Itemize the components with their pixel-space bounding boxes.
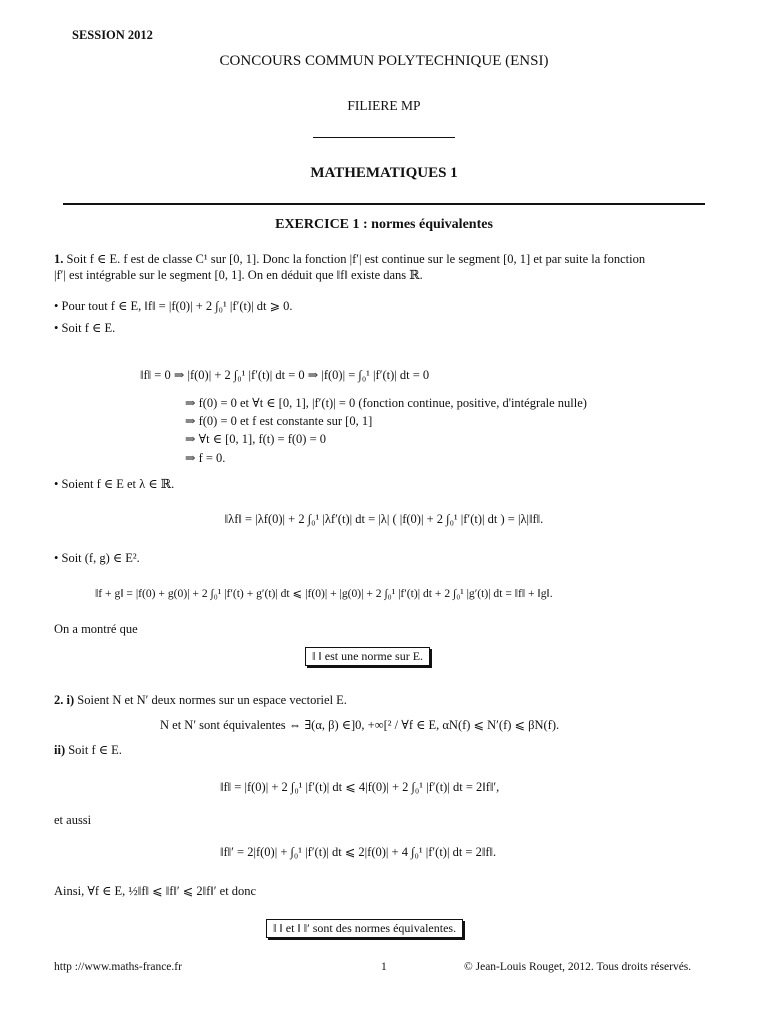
q1-equation-b: ⇒ f(0) = 0 et ∀t ∈ [0, 1], |f′(t)| = 0 (fonction continue, positive, d'intégrale nulle)	[185, 396, 587, 410]
q2-part-ii-text: Soit f ∈ E.	[68, 743, 122, 757]
q2-et-aussi: et aussi	[54, 813, 92, 827]
q1-conclusion-intro: On a montré que	[54, 622, 138, 636]
q1-equation-lambda: ‖λf‖ = |λf(0)| + 2 ∫₀¹ |λf′(t)| dt = |λ| ( |f(0)| + 2 ∫₀¹ |f′(t)| dt ) = |λ|‖f‖.	[224, 512, 544, 526]
q1-line2: |f′| est intégrable sur le segment [0, 1]. On en déduit que ‖f‖ existe dans ℝ.	[54, 268, 423, 282]
q2-part-i-text: Soient N et N′ deux normes sur un espace vectoriel E.	[77, 693, 347, 707]
q2-line-ii	[54, 742, 122, 759]
q2-result-box: ‖ ‖ et ‖ ‖′ sont des normes équivalentes.	[266, 919, 463, 938]
q1-equation-sum: ‖f + g‖ = |f(0) + g(0)| + 2 ∫₀¹ |f′(t) + g′(t)| dt ⩽ |f(0)| + |g(0)| + 2 ∫₀¹ |f′(t)| dt + 2 ∫₀¹ |g′(t)| dt = ‖f‖ + ‖g‖.	[95, 587, 553, 600]
exercise-title: EXERCICE 1 : normes équivalentes	[275, 217, 493, 232]
footer-url: http ://www.maths-france.fr	[54, 961, 182, 973]
q1-equation-c: ⇒ f(0) = 0 et f est constante sur [0, 1]	[185, 414, 373, 428]
q2-equation-1: ‖f‖ = |f(0)| + 2 ∫₀¹ |f′(t)| dt ⩽ 4|f(0)| + 2 ∫₀¹ |f′(t)| dt = 2‖f‖′,	[220, 780, 500, 794]
subject-title: MATHEMATIQUES 1	[310, 165, 458, 181]
footer-copyright: © Jean-Louis Rouget, 2012. Tous droits réservés.	[464, 961, 692, 973]
q1-equation-a: ‖f‖ = 0 ⇒ |f(0)| + 2 ∫₀¹ |f′(t)| dt = 0 ⇒ |f(0)| = ∫₀¹ |f′(t)| dt = 0	[140, 368, 430, 382]
filiere-label: FILIERE MP	[347, 98, 421, 113]
q1-number: 1.	[54, 252, 64, 266]
session-label: SESSION 2012	[72, 28, 153, 42]
q1-result-box: ‖ ‖ est une norme sur E.	[305, 647, 430, 666]
short-rule	[313, 137, 455, 138]
q1-bullet-homogeneity: • Soient f ∈ E et λ ∈ ℝ.	[54, 477, 175, 491]
q1-bullet-separation: • Soit f ∈ E.	[54, 321, 116, 335]
q2-equivalence-definition: N et N′ sont équivalentes ⇔ ∃(α, β) ∈]0, +∞[² / ∀f ∈ E, αN(f) ⩽ N′(f) ⩽ βN(f).	[160, 718, 560, 732]
q2-equation-2: ‖f‖′ = 2|f(0)| + ∫₀¹ |f′(t)| dt ⩽ 2|f(0)| + 4 ∫₀¹ |f′(t)| dt = 2‖f‖.	[220, 845, 497, 859]
q2-part-i-label: i)	[66, 693, 75, 707]
q1-text-1: Soit f ∈ E. f est de classe C¹ sur [0, 1]. Donc la fonction |f′| est continue sur le segment [0, 1] et par suite la fonction	[66, 252, 646, 266]
q1-bullet-triangle: • Soit (f, g) ∈ E².	[54, 551, 140, 565]
q1-equation-e: ⇒ f = 0.	[185, 451, 226, 465]
q1-line1	[54, 251, 645, 268]
q2-part-ii-label: ii)	[54, 743, 66, 757]
q1-bullet-positivity: • Pour tout f ∈ E, ‖f‖ = |f(0)| + 2 ∫₀¹ |f′(t)| dt ⩾ 0.	[54, 299, 293, 313]
long-rule	[63, 203, 705, 205]
q2-number: 2.	[54, 693, 64, 707]
q2-ainsi: Ainsi, ∀f ∈ E, ½‖f‖ ⩽ ‖f‖′ ⩽ 2‖f‖′ et donc	[54, 884, 257, 898]
contest-title: CONCOURS COMMUN POLYTECHNIQUE (ENSI)	[219, 53, 549, 69]
footer-page-number: 1	[381, 961, 387, 973]
q2-line-i	[54, 692, 347, 709]
q1-equation-d: ⇒ ∀t ∈ [0, 1], f(t) = f(0) = 0	[185, 432, 326, 446]
